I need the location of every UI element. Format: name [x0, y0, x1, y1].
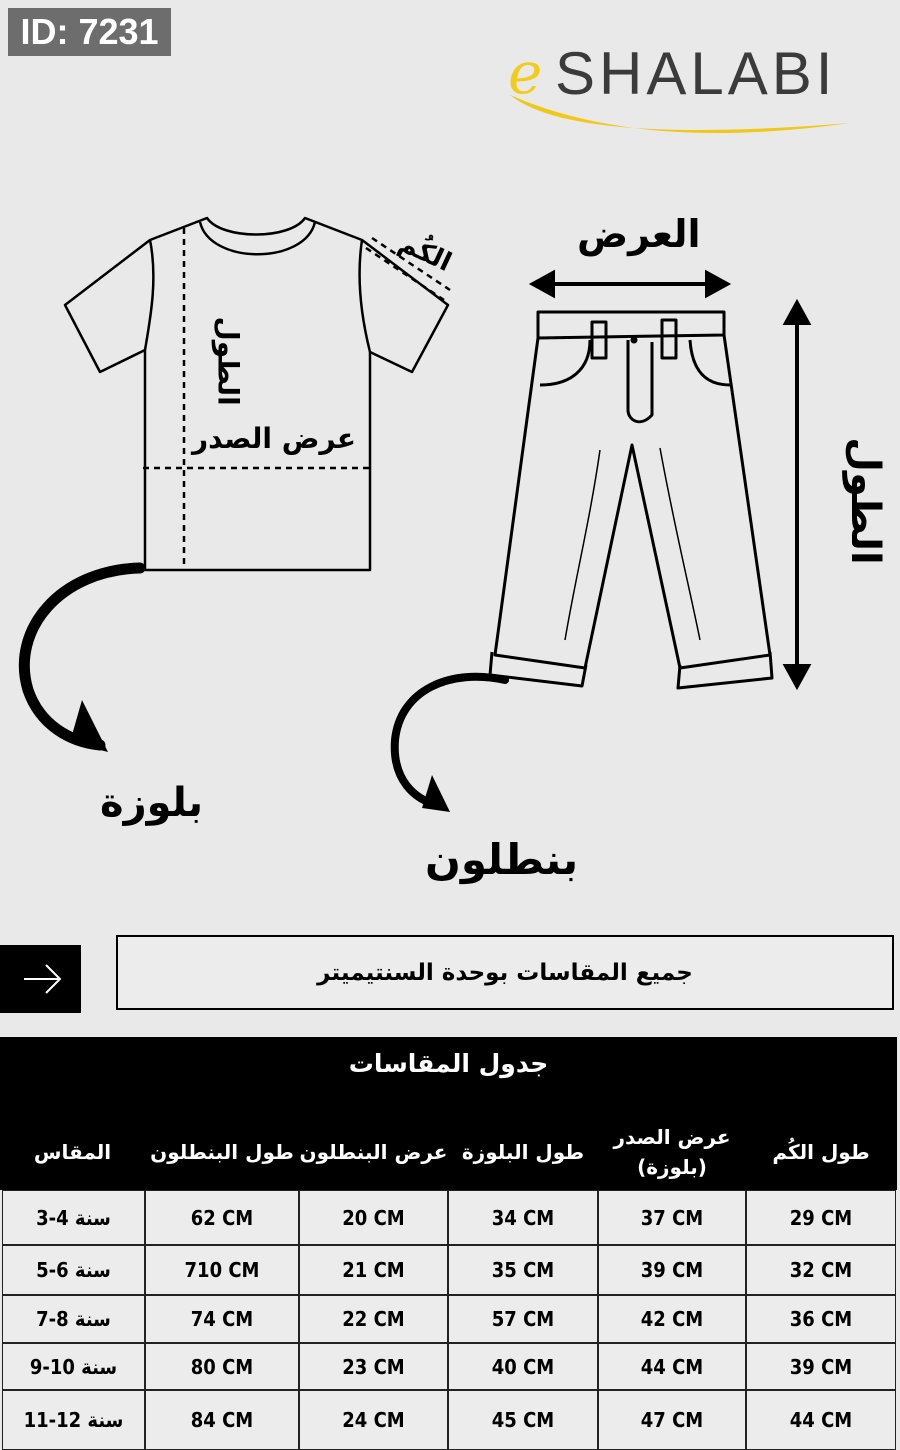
header-chest-width: عرض الصدر (بلوزة) [613, 1125, 731, 1179]
header-pants-width: عرض البنطلون [299, 1140, 448, 1164]
cell-blouse-length: 45 CM [448, 1390, 598, 1450]
cell-pants-width: 24 CM [299, 1390, 448, 1450]
label-chest-width: عرض الصدر [192, 422, 356, 455]
label-pants-length: الطول [842, 437, 888, 565]
cell-pants-length: 74 CM [145, 1295, 299, 1343]
next-arrow-button[interactable] [0, 945, 81, 1013]
label-shirt-length: الطول [211, 316, 245, 406]
cell-pants-length: 62 CM [145, 1190, 299, 1245]
cell-sleeve-length: 29 CM [746, 1190, 896, 1245]
cell-pants-width: 23 CM [299, 1343, 448, 1390]
cell-pants-length: 84 CM [145, 1390, 299, 1450]
header-pants-length: طول البنطلون [150, 1140, 294, 1164]
units-note: جميع المقاسات بوحدة السنتيميتر [116, 935, 894, 1010]
cell-sleeve-length: 44 CM [746, 1390, 896, 1450]
cell-blouse-length: 57 CM [448, 1295, 598, 1343]
cell-chest-width: 44 CM [598, 1343, 746, 1390]
table-title: جدول المقاسات [348, 1049, 549, 1078]
size-table [0, 1037, 900, 1450]
cell-size: سنة 10-9 [2, 1343, 145, 1390]
cell-blouse-length: 35 CM [448, 1245, 598, 1295]
header-blouse-length: طول البلوزة [461, 1140, 585, 1164]
table-header [0, 1037, 897, 1190]
cell-pants-width: 20 CM [299, 1190, 448, 1245]
cell-size: سنة 12-11 [2, 1390, 145, 1450]
length-arrow [786, 303, 808, 686]
cell-blouse-length: 40 CM [448, 1343, 598, 1390]
arrow-right-icon [0, 945, 81, 1013]
tshirt-measure-lines [143, 228, 450, 568]
cell-pants-length: 710 CM [145, 1245, 299, 1295]
cell-pants-width: 22 CM [299, 1295, 448, 1343]
width-arrow [533, 273, 727, 295]
tshirt-drawing [65, 218, 448, 570]
label-sleeve: الكُم [394, 227, 456, 279]
cell-blouse-length: 34 CM [448, 1190, 598, 1245]
id-badge: ID: 7231 [8, 8, 171, 56]
cell-sleeve-length: 36 CM [746, 1295, 896, 1343]
cell-chest-width: 37 CM [598, 1190, 746, 1245]
pants-arrow-head [422, 775, 450, 812]
cell-chest-width: 47 CM [598, 1390, 746, 1450]
cell-sleeve-length: 32 CM [746, 1245, 896, 1295]
logo-text: SHALABI [555, 40, 837, 107]
header-size: المقاس [33, 1140, 112, 1164]
pants-drawing [490, 312, 772, 688]
cell-chest-width: 39 CM [598, 1245, 746, 1295]
cell-size: سنة 8-7 [2, 1295, 145, 1343]
label-blouse: بلوزة [100, 780, 204, 826]
cell-sleeve-length: 39 CM [746, 1343, 896, 1390]
cell-size: سنة 4-3 [2, 1190, 145, 1245]
cell-chest-width: 42 CM [598, 1295, 746, 1343]
logo-e: e [508, 39, 543, 107]
header-sleeve-length: طول الكُم [772, 1140, 870, 1164]
cell-pants-width: 21 CM [299, 1245, 448, 1295]
cell-pants-length: 80 CM [145, 1343, 299, 1390]
label-pants: بنطلون [425, 835, 579, 884]
pants-curved-arrow [395, 677, 505, 805]
cell-size: سنة 6-5 [2, 1245, 145, 1295]
label-pants-width: العرض [577, 212, 701, 256]
